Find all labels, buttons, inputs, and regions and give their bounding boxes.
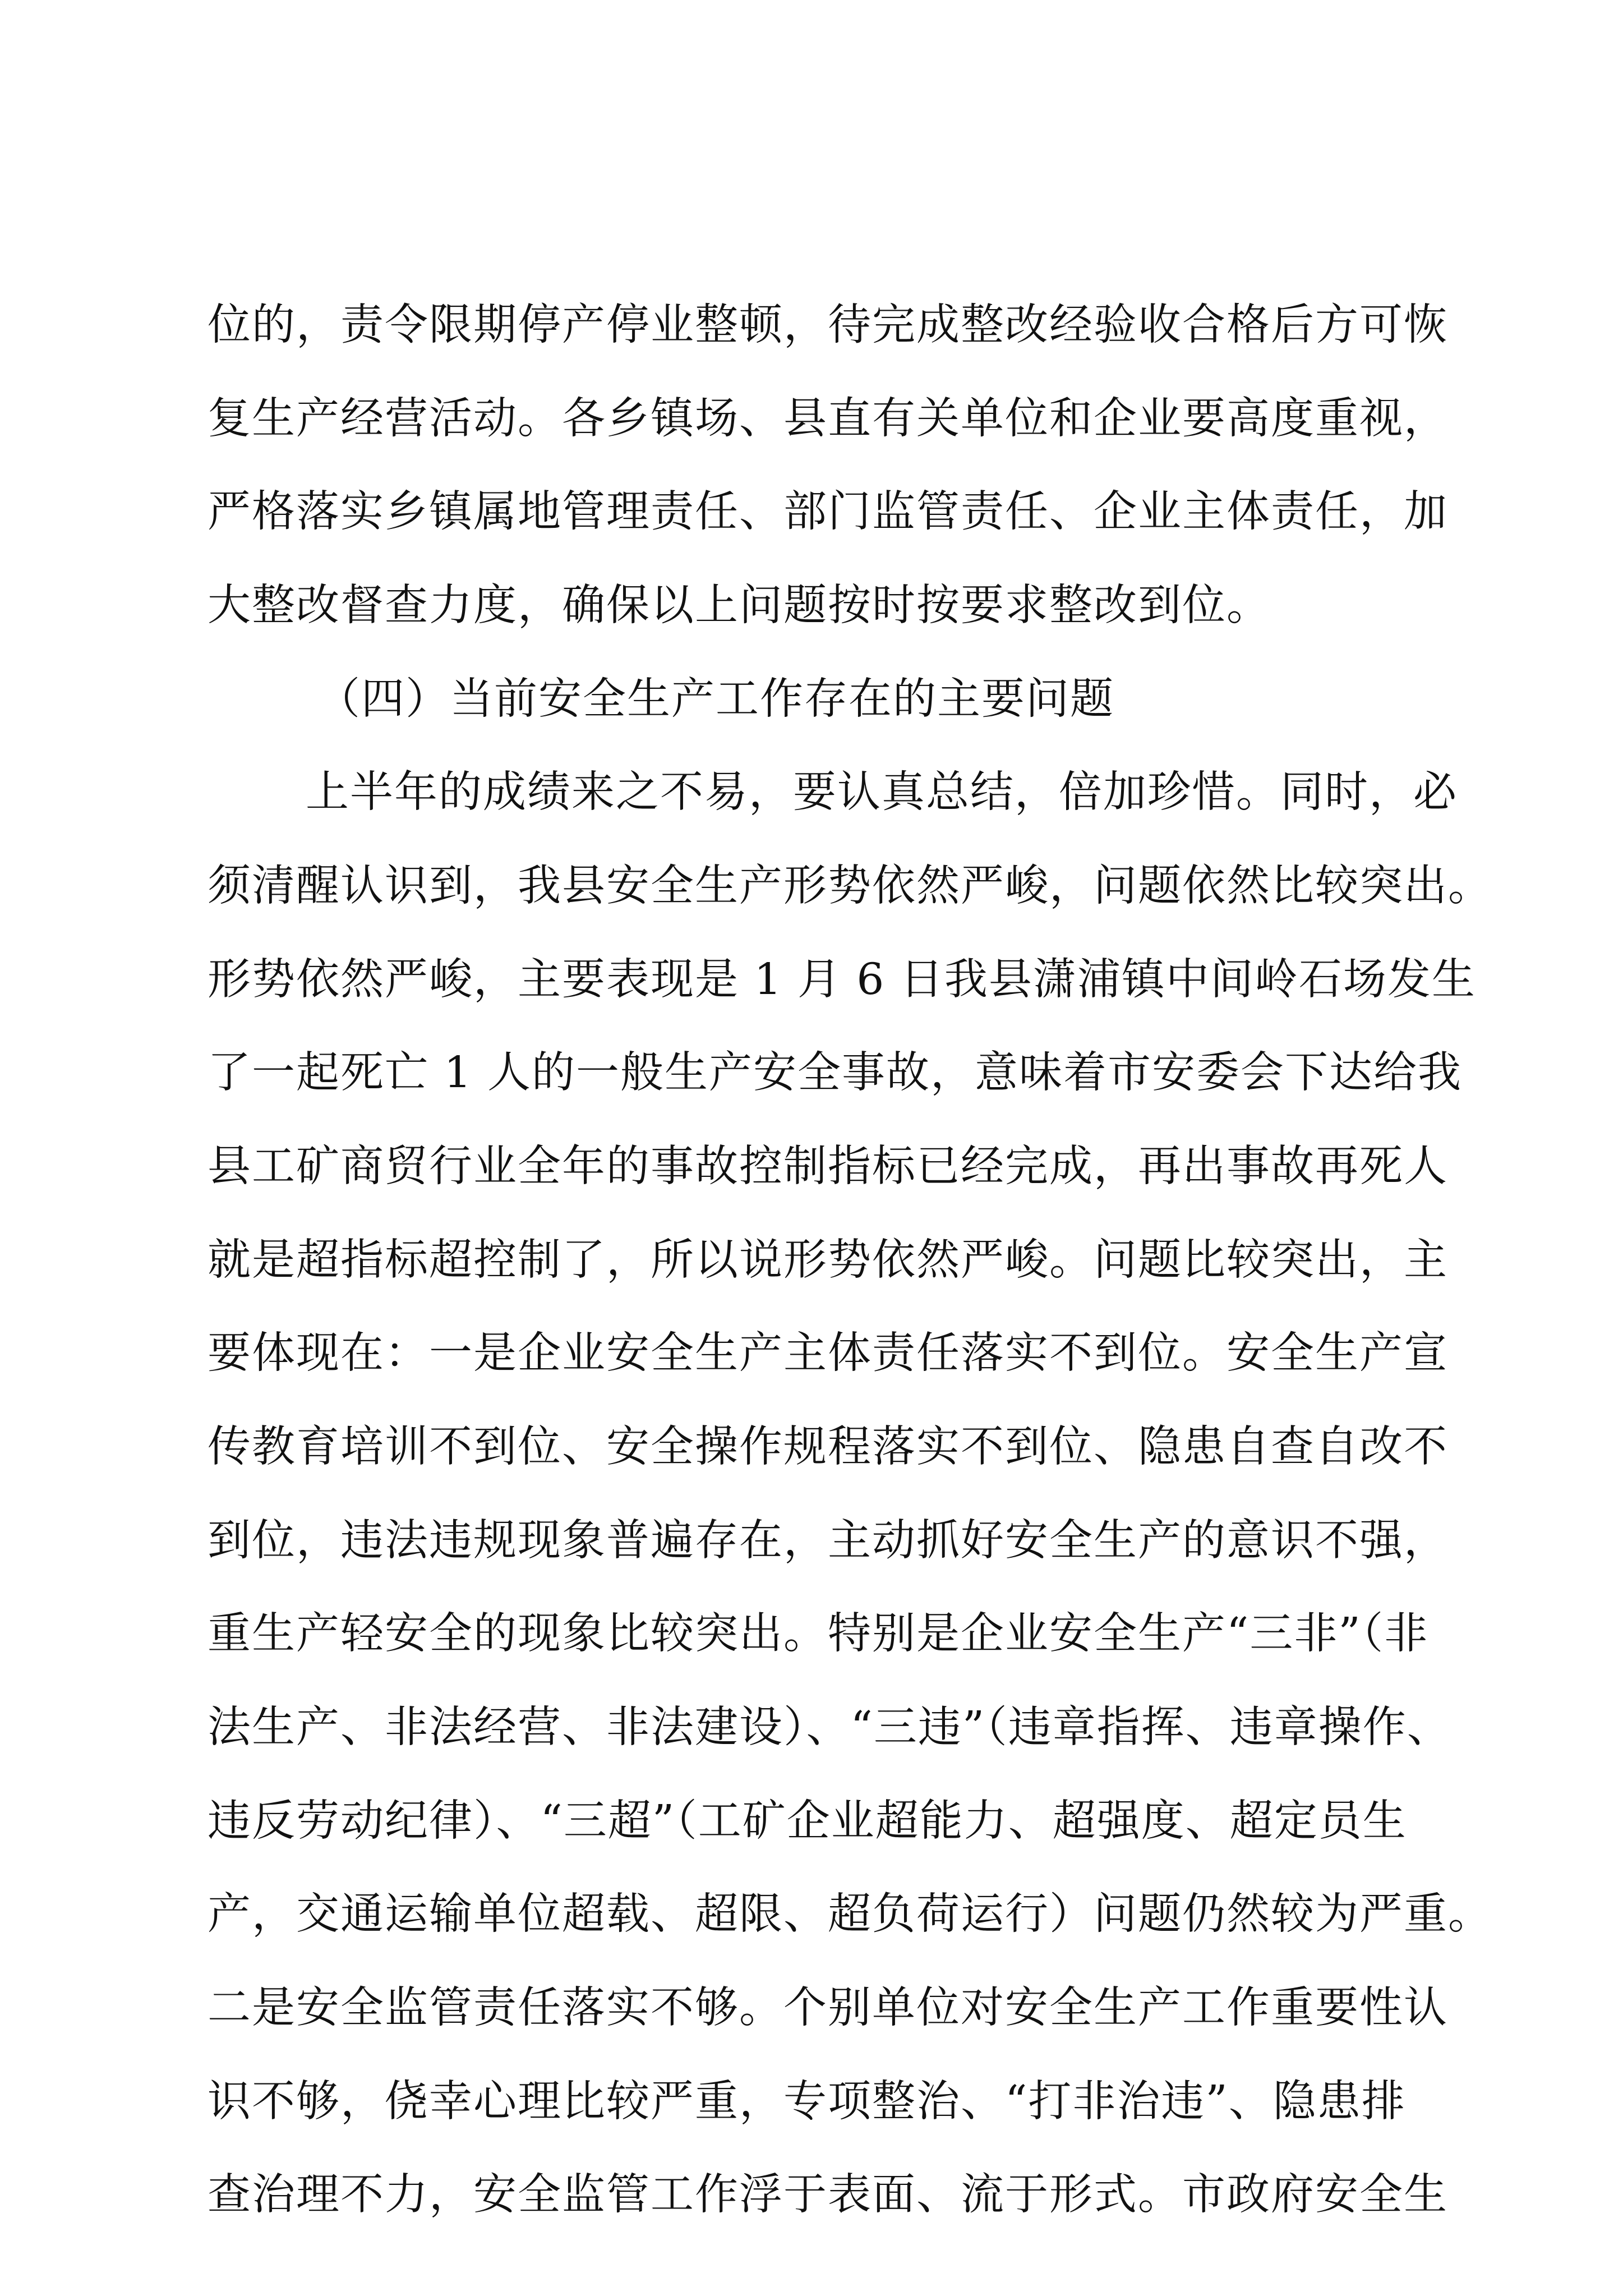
body-line-19: 二是安全监管责任落实不够。个别单位对安全生产工作重要性认 <box>208 1983 1448 2033</box>
body-line-17: 违反劳动纪律）、“三超”（工矿企业超能力、超强度、超定员生 <box>208 1796 1407 1846</box>
section-heading: （四）当前安全生产工作存在的主要问题 <box>317 674 1114 724</box>
body-line-14: 到位，违法违规现象普遍存在，主动抓好安全生产的意识不强， <box>208 1516 1448 1566</box>
body-line-8: 形势依然严峻，主要表现是 1 月 6 日我县潇浦镇中间岭石场发生 <box>208 955 1476 1005</box>
body-line-3: 严格落实乡镇属地管理责任、部门监管责任、企业主体责任，加 <box>208 487 1448 537</box>
body-line-18: 产，交通运输单位超载、超限、超负荷运行）问题仍然较为严重。 <box>208 1889 1492 1939</box>
body-line-15: 重生产轻安全的现象比较突出。特别是企业安全生产“三非”（非 <box>208 1609 1429 1659</box>
body-line-4: 大整改督查力度，确保以上问题按时按要求整改到位。 <box>208 581 1271 631</box>
body-line-11: 就是超指标超控制了，所以说形势依然严峻。问题比较突出，主 <box>208 1235 1448 1285</box>
body-line-13: 传教育培训不到位、安全操作规程落实不到位、隐患自查自改不 <box>208 1422 1448 1472</box>
body-line-6: 上半年的成绩来之不易，要认真总结，倍加珍惜。同时，必 <box>306 767 1458 817</box>
body-line-10: 县工矿商贸行业全年的事故控制指标已经完成，再出事故再死人 <box>208 1142 1448 1191</box>
body-line-7: 须清醒认识到，我县安全生产形势依然严峻，问题依然比较突出。 <box>208 861 1492 911</box>
body-line-1: 位的，责令限期停产停业整顿，待完成整改经验收合格后方可恢 <box>208 300 1448 350</box>
body-line-20: 识不够，侥幸心理比较严重，专项整治、“打非治违”、隐患排 <box>208 2077 1406 2127</box>
body-line-2: 复生产经营活动。各乡镇场、县直有关单位和企业要高度重视， <box>208 394 1448 444</box>
body-line-16: 法生产、非法经营、非法建设）、“三违”（违章指挥、违章操作、 <box>208 1703 1451 1752</box>
body-line-12: 要体现在：一是企业安全生产主体责任落实不到位。安全生产宣 <box>208 1328 1448 1378</box>
body-line-9: 了一起死亡 1 人的一般生产安全事故，意味着市安委会下达给我 <box>208 1048 1462 1098</box>
body-line-21: 查治理不力，安全监管工作浮于表面、流于形式。市政府安全生 <box>208 2170 1448 2220</box>
